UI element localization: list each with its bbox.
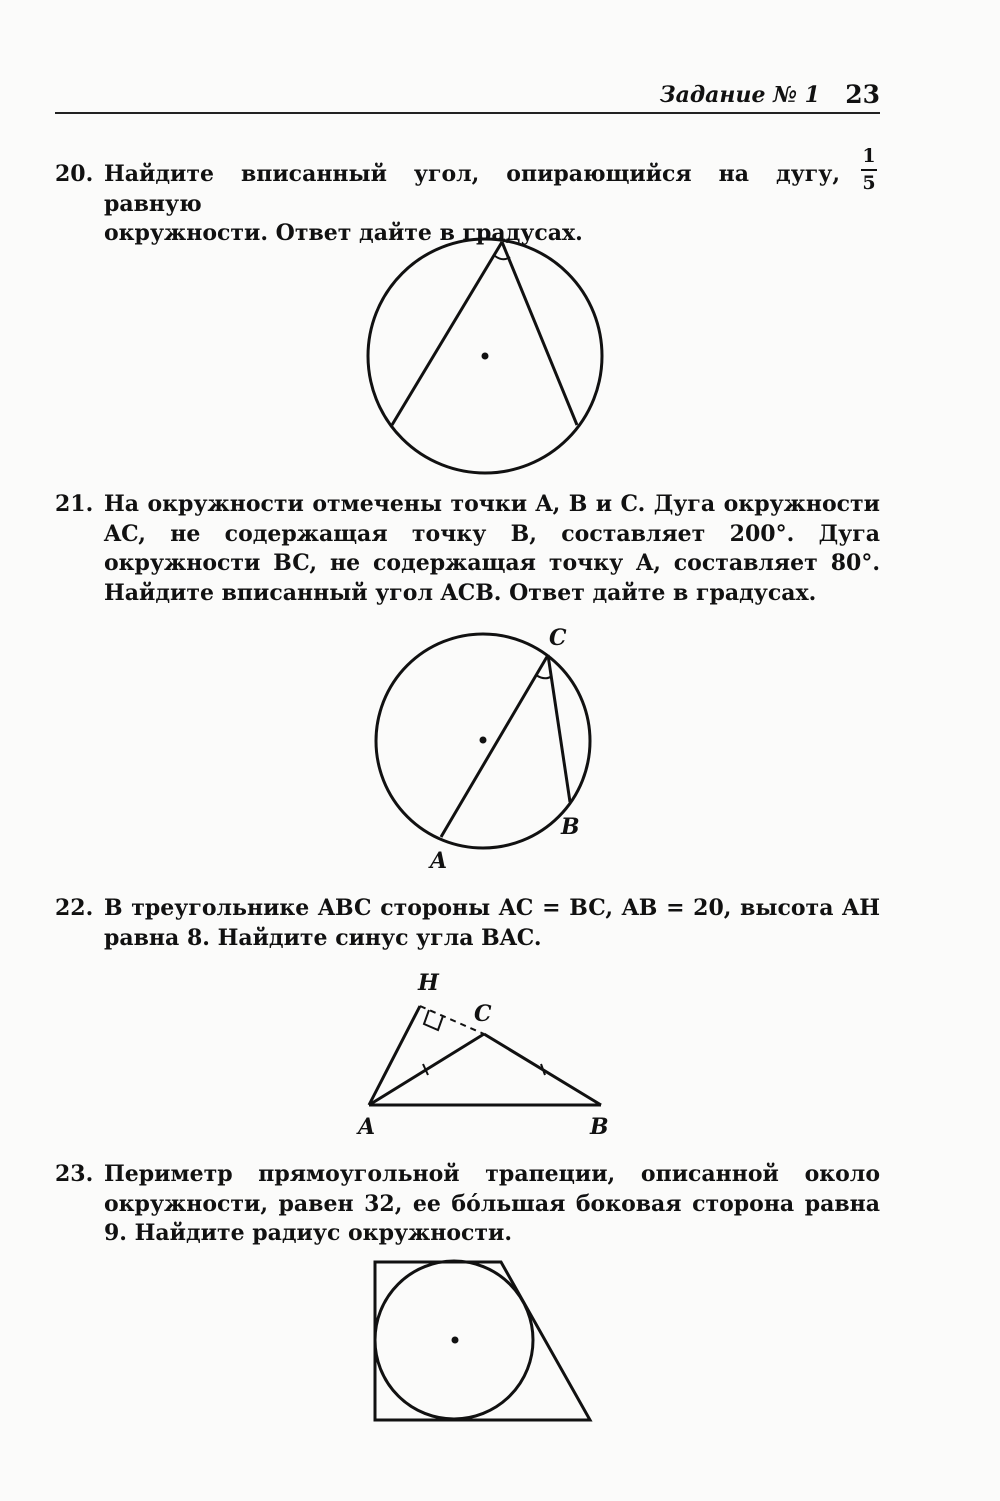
problem-number: 21.	[55, 491, 94, 517]
page-number: 23	[845, 80, 880, 109]
problem-text-line1: Найдите вписанный угол, опирающийся на дугу, равную	[104, 161, 840, 217]
label-b: B	[561, 814, 580, 840]
right-angle-mark	[424, 1010, 443, 1030]
problem-number: 23.	[55, 1161, 94, 1187]
label-c: C	[474, 1001, 492, 1027]
center-point	[480, 737, 487, 744]
figure-23	[375, 1261, 590, 1420]
problem-text-line2: окружности. Ответ дайте в градусах.	[104, 220, 583, 246]
problem-text: В треугольнике ABC стороны AC = BC, AB = 20, высота AH равна 8. Найдите синус угла BAC.	[104, 895, 880, 951]
fraction-numerator: 1	[862, 145, 876, 167]
label-a: A	[358, 1114, 376, 1140]
center-point	[452, 1337, 459, 1344]
fraction-denominator: 5	[862, 172, 876, 194]
task-label: Задание № 1	[659, 82, 820, 108]
problem-number: 22.	[55, 895, 94, 921]
problem-text: На окружности отмечены точки A, B и C. Дуга окружности AC, не содержащая точку B, составляет 200°. Дуга окружности BC, не содержащая точку A, составляет 80°. Найдите вписанный угол ACB. Ответ дайте в градусах.	[104, 491, 880, 606]
problem-text: Периметр прямоугольной трапеции, описанной около окружности, равен 32, ее бóльшая боковая сторона равна 9. Найдите радиус окружности.	[104, 1161, 880, 1246]
label-a: A	[430, 848, 448, 874]
chord-ca	[441, 655, 548, 837]
label-b: B	[590, 1114, 609, 1140]
label-h: H	[418, 970, 439, 996]
label-c: C	[549, 625, 567, 651]
center-point	[482, 353, 489, 360]
problem-number: 20.	[55, 161, 94, 187]
trapezoid	[375, 1262, 590, 1420]
